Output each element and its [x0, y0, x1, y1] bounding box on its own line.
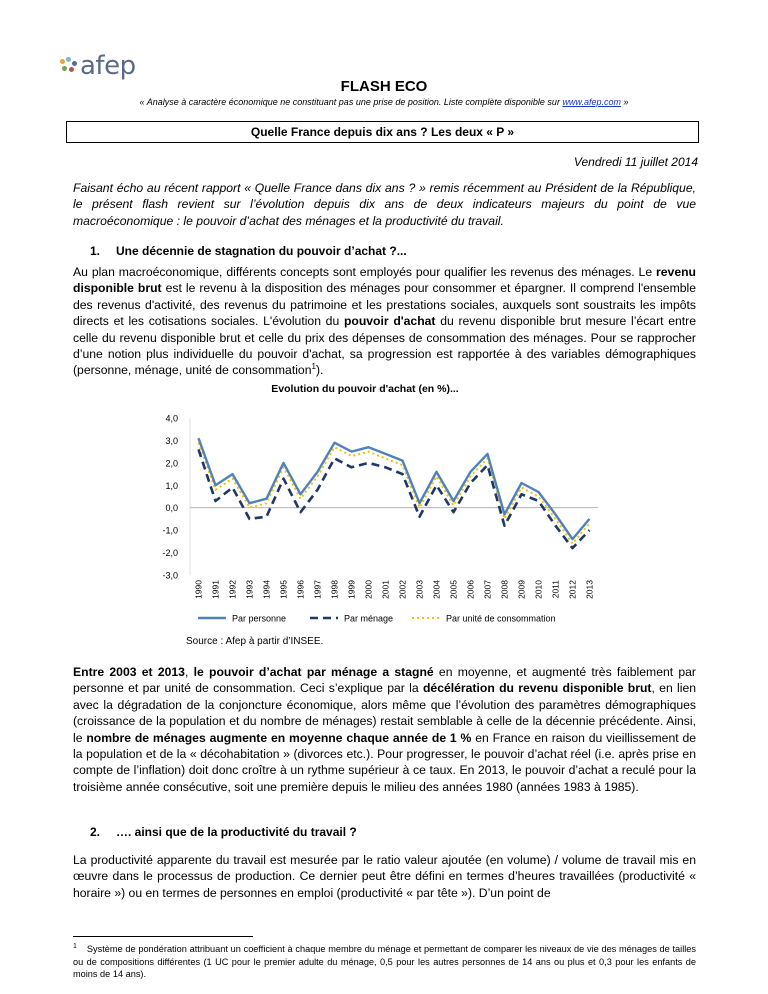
x-tick-label: 1992	[227, 580, 238, 599]
subtitle: « Analyse à caractère économique ne constituant pas une prise de position. Liste complète disponible sur www.afep.com »	[139, 97, 629, 107]
y-tick-label: -2,0	[162, 548, 178, 559]
article-title-box: Quelle France depuis dix ans ? Les deux « P »	[66, 121, 699, 143]
series-line-0	[199, 438, 590, 539]
section-2-heading: 2. …. ainsi que de la productivité du travail ?	[90, 825, 357, 839]
x-tick-label: 2009	[516, 580, 527, 599]
x-tick-label: 2011	[550, 580, 561, 599]
paragraph-1: Au plan macroéconomique, différents concepts sont employés pour qualifier les revenus des ménages. Le revenu disponible brut est le revenu à la disposition des ménages pour consommer et épargner. Il comprend l'ensemble des revenus d'activité, des revenus du patrimoine et les prestations sociales, auxquels sont soustraits les impôts directs et les cotisations sociales. L'évolution du pouvoir d'achat du revenu disponible brut mesure l’écart entre celle du revenu disponible brut et celle du prix des dépenses de consommation des ménages. Pour se rapprocher d’une notion plus individuelle du pouvoir d'achat, sa progression est rapportée à des variables démographiques (personne, ménage, unité de consommation$^1$).	[73, 265, 697, 378]
x-tick-label: 1997	[312, 580, 323, 599]
x-tick-label: 2003	[414, 580, 425, 599]
legend-label: Par personne	[232, 613, 287, 624]
x-tick-label: 2012	[567, 580, 578, 599]
publication-date: Vendredi 11 juillet 2014	[573, 155, 698, 169]
y-tick-label: 1,0	[165, 480, 178, 491]
purchasing-power-chart	[150, 378, 610, 633]
x-tick-label: 1995	[278, 580, 289, 599]
y-tick-label: 4,0	[165, 413, 178, 424]
section-1-heading: 1. Une décennie de stagnation du pouvoir d’achat ?...	[90, 244, 407, 258]
x-tick-label: 2004	[431, 580, 442, 599]
x-tick-label: 2013	[584, 580, 595, 599]
y-tick-label: 2,0	[165, 458, 178, 469]
y-tick-label: -1,0	[162, 525, 178, 536]
x-tick-label: 2010	[533, 580, 544, 599]
legend-label: Par unité de consommation	[446, 613, 556, 624]
x-tick-label: 1998	[329, 580, 340, 599]
paragraph-3: La productivité apparente du travail est mesurée par le ratio valeur ajoutée (en volume) / volume de travail mis en œuvre dans le processus de production. Ce dernier peut être défini en termes d’heures travaillées (productivité « horaire ») ou en termes de personnes en emploi (productivité « par tête »). D’un point de	[73, 853, 696, 900]
chart-title: Evolution du pouvoir d'achat (en %)...	[271, 383, 459, 395]
x-tick-label: 2002	[397, 580, 408, 599]
afep-link[interactable]: www.afep.com	[562, 97, 621, 107]
x-tick-label: 1999	[346, 580, 357, 599]
y-tick-label: -3,0	[162, 570, 178, 581]
legend-label: Par ménage	[344, 613, 394, 624]
x-tick-label: 1996	[295, 580, 306, 599]
x-tick-label: 1994	[261, 580, 272, 599]
logo-dots-icon	[58, 55, 78, 77]
paragraph-2: Entre 2003 et 2013, le pouvoir d’achat par ménage a stagné en moyenne, et augmenté très faiblement par personne et par unité de consommation. Ceci s’explique par la décélération du revenu disponible brut, en lien avec la dégradation de la conjoncture économique, alors même que l’évolution des paramètres démographiques (croissance de la population et du nombre de ménages) restait semblable à celle de la décennie précédente. Ainsi, le nombre de ménages augmente en moyenne chaque année de 1 % en France en raison du vieillissement de la population et de la « décohabitation » (divorces etc.). Pour progresser, le pouvoir d’achat réel (i.e. après prise en compte de l’inflation) doit donc croître à un rythme supérieur à ce taux. En 2013, le pouvoir d’achat a reculé pour la troisième année consécutive, soit une première depuis le milieu des années 1980 (années 1983 à 1985).	[73, 665, 697, 794]
x-tick-label: 1990	[193, 580, 204, 599]
x-tick-label: 2001	[380, 580, 391, 599]
afep-logo	[58, 51, 136, 81]
x-tick-label: 2000	[363, 580, 374, 599]
footnote: $^1$ Système de pondération attribuant un coefficient à chaque membre du ménage et permettant de comparer les niveaux de vie des ménages de tailles ou de compositions différentes (1 UC pour le premier adulte du ménage, 0,5 pour les autres personnes de 14 ans ou plus et 0,3 pour les enfants de moins de 14 ans).	[73, 942, 696, 979]
chart-source: Source : Afep à partir d’INSEE.	[186, 636, 324, 647]
page-title: FLASH ECO	[340, 78, 428, 95]
x-tick-label: 2005	[448, 580, 459, 599]
x-tick-label: 2006	[465, 580, 476, 599]
x-tick-label: 1991	[210, 580, 221, 599]
footnote-separator	[73, 936, 253, 937]
intro-paragraph: Faisant écho au récent rapport « Quelle France dans dix ans ? » remis récemment au Président de la République, le présent flash revient sur l’évolution depuis dix ans de deux indicateurs majeurs du point de vue macroéconomique : le pouvoir d’achat des ménages et la productivité du travail.	[73, 181, 696, 228]
logo-text: afep	[80, 51, 136, 81]
x-tick-label: 1993	[244, 580, 255, 599]
y-tick-label: 3,0	[165, 435, 178, 446]
x-tick-label: 2008	[499, 580, 510, 599]
series-line-1	[199, 449, 590, 548]
x-tick-label: 2007	[482, 580, 493, 599]
y-tick-label: 0,0	[165, 503, 178, 514]
